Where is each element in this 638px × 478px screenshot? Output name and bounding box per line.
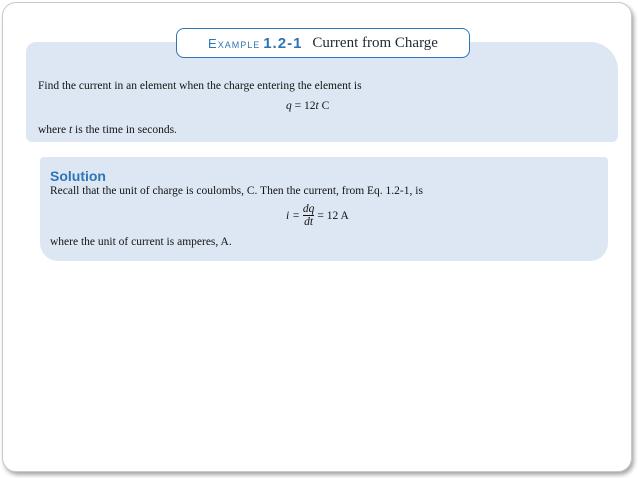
example-number: 1.2-1 [263, 34, 303, 52]
solution-equation [286, 203, 349, 228]
problem-note: where t is the time in seconds. [38, 124, 177, 136]
equation-rhs: = 12 A [317, 209, 349, 222]
derivative-fraction [302, 203, 316, 228]
problem-statement: Find the current in an element when the charge entering the element is [38, 80, 362, 92]
equation-lhs: i = [286, 209, 300, 222]
solution-line-2: where the unit of current is amperes, A. [50, 236, 232, 248]
solution-heading: Solution [50, 168, 106, 184]
solution-line-1: Recall that the unit of charge is coulombs, C. Then the current, from Eq. 1.2-1, is [50, 185, 423, 197]
example-label: Example [208, 35, 261, 51]
example-title: Current from Charge [312, 34, 438, 51]
example-header [176, 28, 470, 58]
problem-equation: q = 12t C [286, 100, 330, 112]
fraction-denominator: dt [304, 216, 314, 228]
fraction-numerator: dq [302, 203, 315, 215]
